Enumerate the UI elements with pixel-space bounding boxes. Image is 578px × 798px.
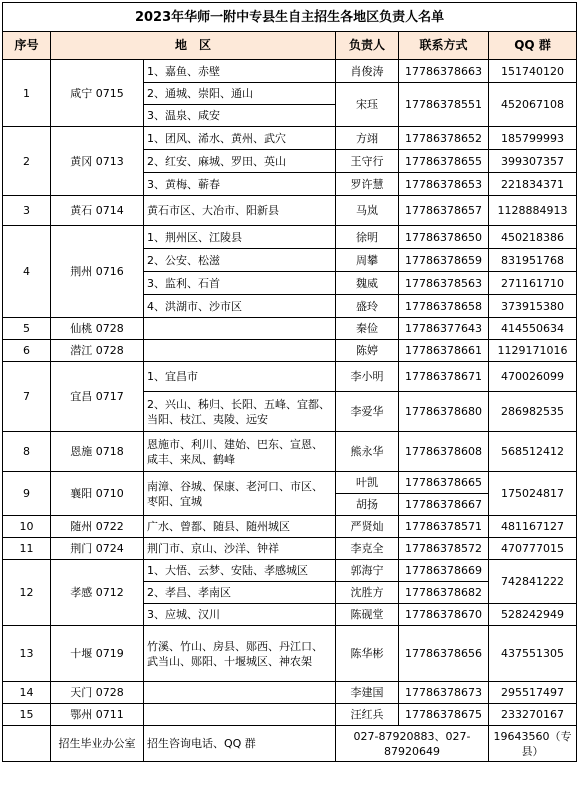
phone-cell: 17786378656 — [399, 626, 489, 682]
row-number: 2 — [3, 127, 51, 196]
area-cell: 3、温泉、咸安 — [144, 105, 336, 127]
person-cell: 叶凯 — [336, 472, 399, 494]
city-cell: 潜江 0728 — [51, 340, 144, 362]
area-cell: 2、兴山、秭归、长阳、五峰、宜都、当阳、枝江、夷陵、远安 — [144, 392, 336, 432]
table-title: 2023年华师一附中专县生自主招生各地区负责人名单 — [3, 3, 577, 32]
table-row — [3, 516, 577, 538]
phone-cell: 17786378658 — [399, 295, 489, 318]
phone-cell: 17786378650 — [399, 226, 489, 249]
table-row — [3, 538, 577, 560]
person-cell: 李建国 — [336, 682, 399, 704]
city-cell: 随州 0722 — [51, 516, 144, 538]
qq-cell: 185799993 — [489, 127, 577, 150]
phone-cell: 17786378652 — [399, 127, 489, 150]
person-cell: 马岚 — [336, 196, 399, 226]
table-row — [3, 560, 577, 582]
phone-cell: 17786378657 — [399, 196, 489, 226]
table-row — [3, 682, 577, 704]
table-row — [3, 340, 577, 362]
qq-cell: 373915380 — [489, 295, 577, 318]
row-number: 7 — [3, 362, 51, 432]
phone-cell: 17786378663 — [399, 60, 489, 83]
qq-cell: 568512412 — [489, 432, 577, 472]
area-cell: 1、大悟、云梦、安陆、孝感城区 — [144, 560, 336, 582]
person-cell: 周攀 — [336, 249, 399, 272]
area-cell: 3、应城、汉川 — [144, 604, 336, 626]
header-region: 地 区 — [51, 32, 336, 60]
phone-cell: 17786378667 — [399, 494, 489, 516]
row-number: 9 — [3, 472, 51, 516]
city-cell: 仙桃 0728 — [51, 318, 144, 340]
table-row — [3, 362, 577, 392]
city-cell: 荆州 0716 — [51, 226, 144, 318]
person-cell: 魏威 — [336, 272, 399, 295]
phone-cell: 17786378661 — [399, 340, 489, 362]
phone-cell: 17786378682 — [399, 582, 489, 604]
area-cell: 1、嘉鱼、赤壁 — [144, 60, 336, 83]
person-cell: 王守行 — [336, 150, 399, 173]
city-cell: 天门 0728 — [51, 682, 144, 704]
qq-cell: 399307357 — [489, 150, 577, 173]
phone-cell: 17786378673 — [399, 682, 489, 704]
person-cell: 肖俊涛 — [336, 60, 399, 83]
person-cell: 郭海宁 — [336, 560, 399, 582]
phone-cell: 17786378563 — [399, 272, 489, 295]
person-cell: 罗许慧 — [336, 173, 399, 196]
city-cell: 恩施 0718 — [51, 432, 144, 472]
area-cell: 2、公安、松滋 — [144, 249, 336, 272]
person-cell: 秦俭 — [336, 318, 399, 340]
qq-cell: 528242949 — [489, 604, 577, 626]
person-cell: 李克全 — [336, 538, 399, 560]
row-number: 11 — [3, 538, 51, 560]
person-cell: 沈胜方 — [336, 582, 399, 604]
qq-cell: 175024817 — [489, 472, 577, 516]
footer-empty-cell — [3, 726, 51, 762]
table-row — [3, 704, 577, 726]
recruitment-contact-table — [2, 2, 577, 762]
phone-cell: 17786378572 — [399, 538, 489, 560]
row-number: 14 — [3, 682, 51, 704]
city-cell: 十堰 0719 — [51, 626, 144, 682]
person-cell: 徐明 — [336, 226, 399, 249]
phone-cell: 17786378675 — [399, 704, 489, 726]
city-cell: 黄石 0714 — [51, 196, 144, 226]
qq-cell: 450218386 — [489, 226, 577, 249]
header-row — [3, 32, 577, 60]
row-number: 4 — [3, 226, 51, 318]
area-cell — [144, 682, 336, 704]
city-cell: 荆门 0724 — [51, 538, 144, 560]
area-cell: 广水、曾都、随县、随州城区 — [144, 516, 336, 538]
area-cell: 2、孝昌、孝南区 — [144, 582, 336, 604]
qq-cell: 1128884913 — [489, 196, 577, 226]
person-cell: 熊永华 — [336, 432, 399, 472]
city-cell: 咸宁 0715 — [51, 60, 144, 127]
row-number: 3 — [3, 196, 51, 226]
row-number: 15 — [3, 704, 51, 726]
area-cell: 恩施市、利川、建始、巴东、宣恩、咸丰、来凤、鹤峰 — [144, 432, 336, 472]
table-row — [3, 318, 577, 340]
city-cell: 黄冈 0713 — [51, 127, 144, 196]
qq-cell: 221834371 — [489, 173, 577, 196]
area-cell: 3、监利、石首 — [144, 272, 336, 295]
person-cell: 方翊 — [336, 127, 399, 150]
row-number: 1 — [3, 60, 51, 127]
area-cell: 1、荆州区、江陵县 — [144, 226, 336, 249]
city-cell: 鄂州 0711 — [51, 704, 144, 726]
phone-cell: 17786378680 — [399, 392, 489, 432]
consult-qq-cell: 19643560（专县） — [489, 726, 577, 762]
person-cell: 胡扬 — [336, 494, 399, 516]
phone-cell: 17786378665 — [399, 472, 489, 494]
row-number: 6 — [3, 340, 51, 362]
area-cell: 竹溪、竹山、房县、郧西、丹江口、武当山、郧阳、十堰城区、神农架 — [144, 626, 336, 682]
person-cell: 严贤灿 — [336, 516, 399, 538]
area-cell: 黄石市区、大冶市、阳新县 — [144, 196, 336, 226]
person-cell: 李爱华 — [336, 392, 399, 432]
person-cell: 宋珏 — [336, 83, 399, 127]
qq-cell: 470777015 — [489, 538, 577, 560]
consult-desc-cell: 招生咨询电话、QQ 群 — [144, 726, 336, 762]
qq-cell: 831951768 — [489, 249, 577, 272]
row-number: 5 — [3, 318, 51, 340]
qq-cell: 481167127 — [489, 516, 577, 538]
city-cell: 孝感 0712 — [51, 560, 144, 626]
city-cell: 襄阳 0710 — [51, 472, 144, 516]
phone-cell: 17786378659 — [399, 249, 489, 272]
area-cell: 荆门市、京山、沙洋、钟祥 — [144, 538, 336, 560]
qq-cell: 742841222 — [489, 560, 577, 604]
table-row — [3, 127, 577, 150]
phone-cell: 17786378571 — [399, 516, 489, 538]
area-cell: 2、红安、麻城、罗田、英山 — [144, 150, 336, 173]
area-cell: 南漳、谷城、保康、老河口、市区、枣阳、宜城 — [144, 472, 336, 516]
city-cell: 宜昌 0717 — [51, 362, 144, 432]
header-person: 负责人 — [336, 32, 399, 60]
row-number: 8 — [3, 432, 51, 472]
person-cell: 陈婷 — [336, 340, 399, 362]
header-qq: QQ 群 — [489, 32, 577, 60]
qq-cell: 295517497 — [489, 682, 577, 704]
qq-cell: 470026099 — [489, 362, 577, 392]
header-no: 序号 — [3, 32, 51, 60]
phone-cell: 17786378653 — [399, 173, 489, 196]
area-cell — [144, 704, 336, 726]
footer-row — [3, 726, 577, 762]
qq-cell: 452067108 — [489, 83, 577, 127]
row-number: 12 — [3, 560, 51, 626]
table-row — [3, 472, 577, 494]
qq-cell: 286982535 — [489, 392, 577, 432]
header-phone: 联系方式 — [399, 32, 489, 60]
phone-cell: 17786378671 — [399, 362, 489, 392]
table-row — [3, 432, 577, 472]
phone-cell: 17786378608 — [399, 432, 489, 472]
person-cell: 汪红兵 — [336, 704, 399, 726]
qq-cell: 151740120 — [489, 60, 577, 83]
row-number: 13 — [3, 626, 51, 682]
consult-phones-cell: 027-87920883、027-87920649 — [336, 726, 489, 762]
table-row — [3, 626, 577, 682]
office-cell: 招生毕业办公室 — [51, 726, 144, 762]
table-row — [3, 226, 577, 249]
area-cell — [144, 318, 336, 340]
qq-cell: 414550634 — [489, 318, 577, 340]
area-cell: 3、黄梅、蕲春 — [144, 173, 336, 196]
row-number: 10 — [3, 516, 51, 538]
phone-cell: 17786378670 — [399, 604, 489, 626]
area-cell: 2、通城、崇阳、通山 — [144, 83, 336, 105]
qq-cell: 1129171016 — [489, 340, 577, 362]
area-cell: 1、团风、浠水、黄州、武穴 — [144, 127, 336, 150]
phone-cell: 17786377643 — [399, 318, 489, 340]
phone-cell: 17786378655 — [399, 150, 489, 173]
area-cell: 1、宜昌市 — [144, 362, 336, 392]
phone-cell: 17786378551 — [399, 83, 489, 127]
qq-cell: 437551305 — [489, 626, 577, 682]
phone-cell: 17786378669 — [399, 560, 489, 582]
person-cell: 陈砚堂 — [336, 604, 399, 626]
qq-cell: 233270167 — [489, 704, 577, 726]
qq-cell: 271161710 — [489, 272, 577, 295]
table-row — [3, 60, 577, 83]
person-cell: 盛玲 — [336, 295, 399, 318]
area-cell — [144, 340, 336, 362]
person-cell: 李小明 — [336, 362, 399, 392]
person-cell: 陈华彬 — [336, 626, 399, 682]
table-row — [3, 196, 577, 226]
area-cell: 4、洪湖市、沙市区 — [144, 295, 336, 318]
